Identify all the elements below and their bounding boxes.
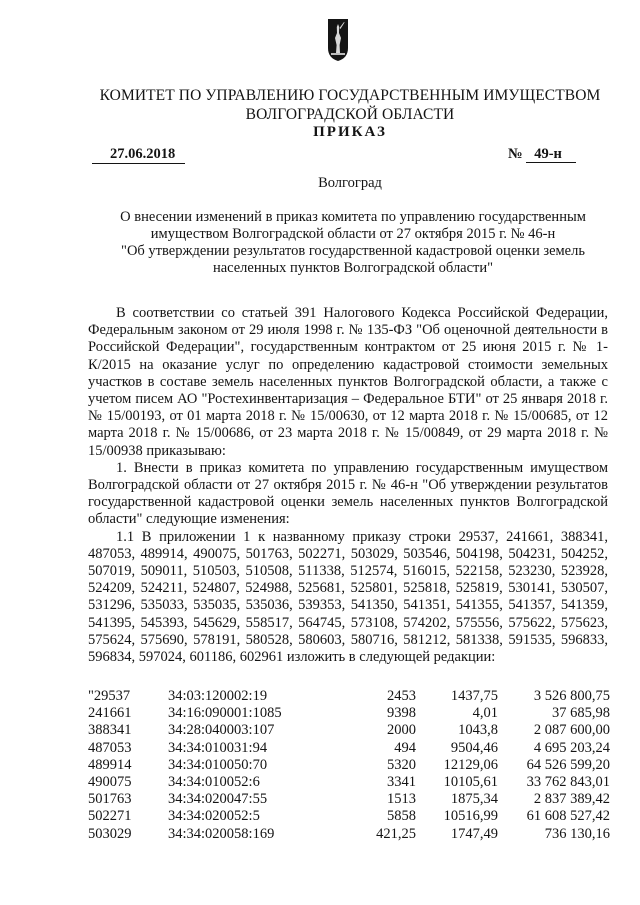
number-sign: № [508, 146, 523, 162]
area-cell: 9398 [387, 705, 416, 722]
area-cell: 5320 [387, 756, 416, 773]
number-value: 49-н [526, 146, 576, 163]
cadastral-value-cell: 33 762 843,01 [526, 774, 610, 791]
row-number-cell: 490075 [88, 774, 132, 791]
subject-line: О внесении изменений в приказ комитета по управлению государственным [120, 209, 586, 225]
cadastral-number-cell: 34:03:120002:19 [168, 688, 268, 704]
row-number-cell: 501763 [88, 791, 132, 808]
committee-name-line1: КОМИТЕТ ПО УПРАВЛЕНИЮ ГОСУДАРСТВЕННЫМ ИМУЩЕСТВОМ [99, 87, 601, 104]
subject-line: "Об утверждении результатов государственной кадастровой оценки земель [121, 243, 585, 259]
area-cell: 3341 [387, 774, 416, 791]
row-number-cell: 502271 [88, 808, 132, 825]
table-row [88, 757, 610, 774]
cadastral-value-cell: 64 526 599,20 [526, 756, 610, 773]
subject-line: населенных пунктов Волгоградской области" [212, 260, 494, 276]
specific-value-cell: 1875,34 [450, 791, 498, 808]
area-cell: 2453 [387, 688, 416, 704]
area-cell: 2000 [387, 722, 416, 739]
city-name: Волгоград [318, 175, 382, 191]
table-row [88, 791, 610, 808]
specific-value-cell: 9504,46 [450, 739, 498, 756]
cadastral-value-cell: 37 685,98 [552, 705, 610, 722]
table-row [88, 826, 610, 843]
cadastral-number-cell: 34:28:040003:107 [168, 722, 275, 739]
committee-name-line2: ВОЛГОГРАДСКОЙ ОБЛАСТИ [245, 106, 455, 123]
cadastral-number-cell: 34:34:010052:6 [168, 774, 260, 791]
cadastral-value-cell: 3 526 800,75 [533, 688, 610, 704]
cadastral-value-cell: 2 837 389,42 [533, 791, 610, 808]
cadastral-number-cell: 34:34:010031:94 [168, 739, 268, 756]
specific-value-cell: 1437,75 [450, 688, 498, 704]
cadastral-number-cell: 34:34:020047:55 [168, 791, 268, 808]
order-subject [88, 209, 618, 277]
table-row [88, 808, 610, 825]
table-row [88, 740, 610, 757]
table-row [88, 688, 610, 705]
cadastral-number-cell: 34:16:090001:1085 [168, 705, 282, 722]
table-row [88, 774, 610, 791]
area-cell: 421,25 [376, 825, 416, 842]
area-cell: 1513 [387, 791, 416, 808]
row-number-cell: 388341 [88, 722, 132, 739]
cadastral-value-cell: 736 130,16 [544, 825, 610, 842]
row-number-cell: 489914 [88, 756, 132, 773]
cadastral-number-cell: 34:34:020058:169 [168, 825, 275, 842]
order-number [508, 146, 576, 163]
committee-name [60, 86, 640, 124]
cadastral-number-cell: 34:34:020052:5 [168, 808, 260, 825]
cadastral-value-cell: 61 608 527,42 [526, 808, 610, 825]
table-row [88, 705, 610, 722]
row-number-cell: "29537 [88, 688, 131, 704]
coat-of-arms-emblem [327, 18, 349, 62]
specific-value-cell: 12129,06 [443, 756, 498, 773]
cadastral-value-cell: 2 087 600,00 [533, 722, 610, 739]
order-body [88, 305, 608, 666]
table-row [88, 722, 610, 739]
area-cell: 5858 [387, 808, 416, 825]
row-number-cell: 503029 [88, 825, 132, 842]
item-1-1-paragraph: 1.1 В приложении 1 к названному приказу строки 29537, 241661, 388341, 487053, 489914, 490075, 501763, 502271, 503029, 503546, 504198, 504231, 504252, 507019, 509011, 510503, 510508, 511338, 512574, 516015, 522158, 523230, 523928, 524209, 524211, 524807, 524988, 525681, 525801, 525818, 525819, 530141, 530507, 531296, 535033, 535035, 535036, 539353, 541350, 541351, 541355, 541357, 541359, 541395, 545393, 545629, 558517, 564745, 573108, 574202, 575556, 575622, 575623, 575624, 575690, 578191, 580528, 580603, 580716, 581212, 581338, 591535, 596833, 596834, 597024, 601186, 602961 изложить в следующей редакции: [88, 528, 608, 666]
specific-value-cell: 10105,61 [443, 774, 498, 791]
specific-value-cell: 1747,49 [450, 825, 498, 842]
specific-value-cell: 1043,8 [458, 722, 498, 739]
document-type: ПРИКАЗ [313, 124, 387, 140]
specific-value-cell: 10516,99 [443, 808, 498, 825]
specific-value-cell: 4,01 [472, 705, 498, 722]
item-1-paragraph: 1. Внести в приказ комитета по управлению государственным имуществом Волгоградской области от 27 октября 2015 г. № 46-н "Об утверждении результатов государственной кадастровой оценки земель населенных пунктов Волгоградской области" следующие изменения: [88, 459, 608, 528]
cadastral-number-cell: 34:34:010050:70 [168, 756, 268, 773]
cadastral-value-cell: 4 695 203,24 [533, 739, 610, 756]
row-number-cell: 487053 [88, 739, 132, 756]
area-cell: 494 [394, 739, 416, 756]
row-number-cell: 241661 [88, 705, 132, 722]
cadastral-value-table [88, 688, 610, 843]
order-date: 27.06.2018 [92, 146, 185, 164]
subject-line: имуществом Волгоградской области от 27 октября 2015 г. № 46-н [150, 226, 556, 242]
preamble-paragraph: В соответствии со статьей 391 Налогового Кодекса Российской Федерации, Федеральным законом от 29 июля 1998 г. № 135-ФЗ "Об оценочной деятельности в Российской Федерации", государственным контрактом от 25 июня 2015 г. № 1-К/2015 на оказание услуг по определению кадастровой стоимости земельных участков в составе земель населенных пунктов Волгоградской области, а также с учетом писем АО "Ростехинвентаризация – Федеральное БТИ" от 25 января 2018 г. № 15/00193, от 01 марта 2018 г. № 15/00630, от 12 марта 2018 г. № 15/00685, от 12 марта 2018 г. № 15/00686, от 23 марта 2018 г. № 15/00849, от 29 марта 2018 г. № 15/00938 приказываю: [88, 305, 608, 459]
